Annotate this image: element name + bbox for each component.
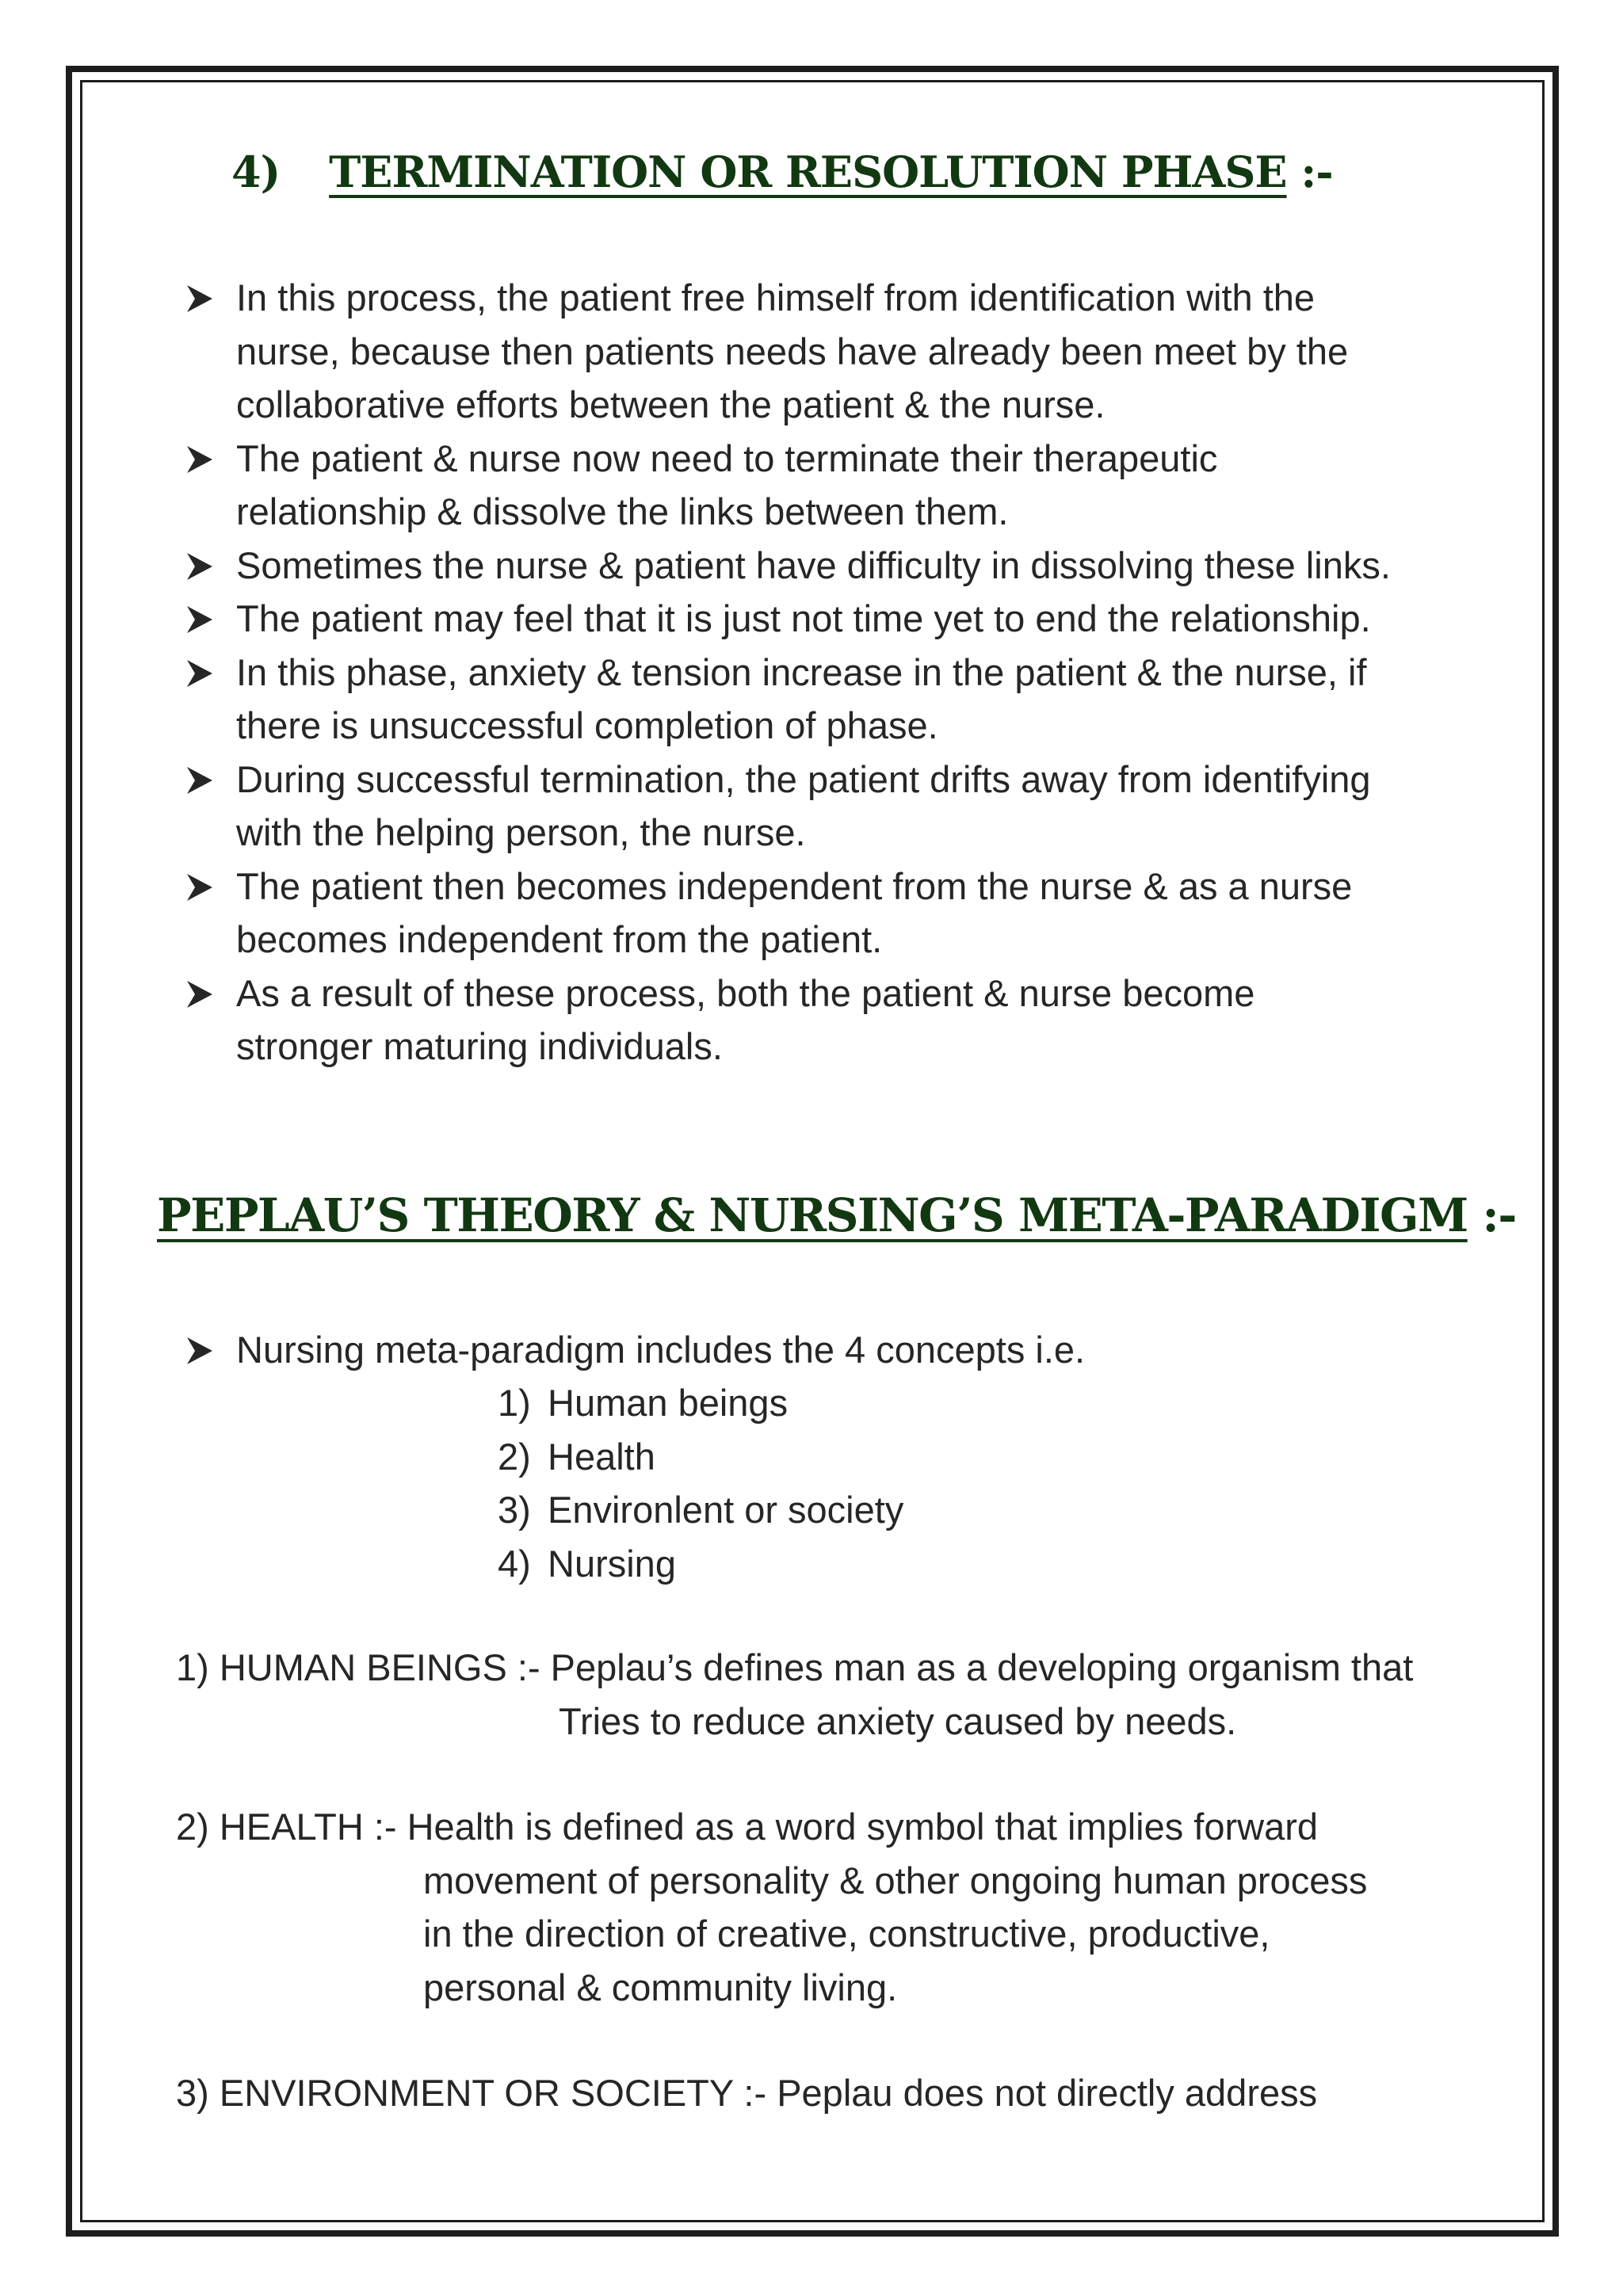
list-item [184, 860, 1391, 967]
definition-line: 3) ENVIRONMENT OR SOCIETY :- Peplau does not directly address [176, 2072, 1318, 2114]
list-item [184, 646, 1391, 753]
list-item [184, 271, 1391, 432]
list-item [184, 592, 1391, 646]
bullet-line: In this process, the patient free himself from identification with the [236, 277, 1316, 318]
bullet-line: becomes independent from the patient. [236, 918, 883, 960]
bullet-line: The patient & nurse now need to terminate their therapeutic [236, 437, 1218, 479]
arrowhead-bullet-icon [184, 271, 216, 324]
bullet-line: During successful termination, the patient drifts away from identifying [236, 757, 1371, 800]
bullet-line: there is unsuccessful completion of phase. [236, 704, 938, 746]
definition-line: personal & community living. [423, 1966, 898, 2008]
list-item [184, 967, 1391, 1074]
metaparadigm-bullet-list [184, 1323, 1085, 1377]
bullet-line: nurse, because then patients needs have already been meet by the [236, 330, 1349, 372]
section-title: PEPLAU’S THEORY & NURSING’S META-PARADIGM [157, 1188, 1468, 1242]
arrowhead-bullet-icon [184, 539, 216, 592]
list-item [184, 753, 1391, 860]
concept-label: Human beings [548, 1382, 789, 1424]
bullet-line: stronger maturing individuals. [236, 1025, 723, 1067]
bullet-line: The patient then becomes independent from the nurse & as a nurse [236, 864, 1353, 907]
arrowhead-bullet-icon [184, 967, 216, 1020]
bullet-line: As a result of these process, both the patient & nurse become [236, 971, 1255, 1014]
concept-number: 3) [498, 1489, 531, 1531]
definition-line: movement of personality & other ongoing human process [423, 1859, 1368, 1901]
bullet-line: with the helping person, the nurse. [236, 811, 806, 853]
section-title: TERMINATION OR RESOLUTION PHASE [329, 147, 1287, 197]
list-item [498, 1376, 903, 1430]
list-item [184, 1323, 1085, 1377]
concept-number: 4) [498, 1542, 531, 1585]
bullet-line: The patient may feel that it is just not time yet to end the relationship. [236, 597, 1371, 639]
list-item [498, 1537, 903, 1591]
definition-line: 1) HUMAN BEINGS :- Peplau’s defines man as a developing organism that [176, 1646, 1414, 1688]
bullet-line: Nursing meta-paradigm includes the 4 concepts i.e. [236, 1329, 1086, 1371]
bullet-line: collaborative efforts between the patient & the nurse. [236, 383, 1106, 425]
definition-line: Tries to reduce anxiety caused by needs. [559, 1699, 1237, 1742]
arrowhead-bullet-icon [184, 753, 216, 806]
arrowhead-bullet-icon [184, 860, 216, 913]
definition-line: in the direction of creative, constructive, productive, [423, 1913, 1270, 1955]
definition-health [176, 1800, 1367, 2014]
list-item [498, 1430, 903, 1484]
arrowhead-bullet-icon [184, 592, 216, 645]
concept-label: Health [548, 1435, 655, 1478]
concept-list [498, 1376, 903, 1590]
arrowhead-bullet-icon [184, 432, 216, 485]
concept-number: 2) [498, 1435, 531, 1478]
concept-label: Nursing [548, 1542, 676, 1585]
bullet-line: Sometimes the nurse & patient have difficulty in dissolving these links. [236, 543, 1391, 586]
definition-line: 2) HEALTH :- Health is defined as a word symbol that implies forward [176, 1806, 1319, 1848]
concept-number: 1) [498, 1382, 531, 1424]
arrowhead-bullet-icon [184, 1323, 216, 1376]
definition-human-beings [176, 1641, 1413, 1748]
section-number: 4) [231, 147, 281, 197]
section-title-suffix: :- [1286, 147, 1333, 197]
section-title-suffix: :- [1467, 1188, 1516, 1242]
bullet-line: relationship & dissolve the links between them. [236, 490, 1009, 532]
list-item [184, 539, 1391, 593]
list-item [184, 432, 1391, 539]
section-heading-peplau [157, 1188, 1516, 1242]
bullet-line: In this phase, anxiety & tension increase in the patient & the nurse, if [236, 650, 1367, 693]
termination-bullet-list [184, 271, 1391, 1074]
section-heading-termination [231, 147, 1333, 197]
concept-label: Environlent or society [548, 1489, 904, 1531]
list-item [498, 1483, 903, 1537]
arrowhead-bullet-icon [184, 646, 216, 699]
definition-environment [176, 2066, 1317, 2120]
